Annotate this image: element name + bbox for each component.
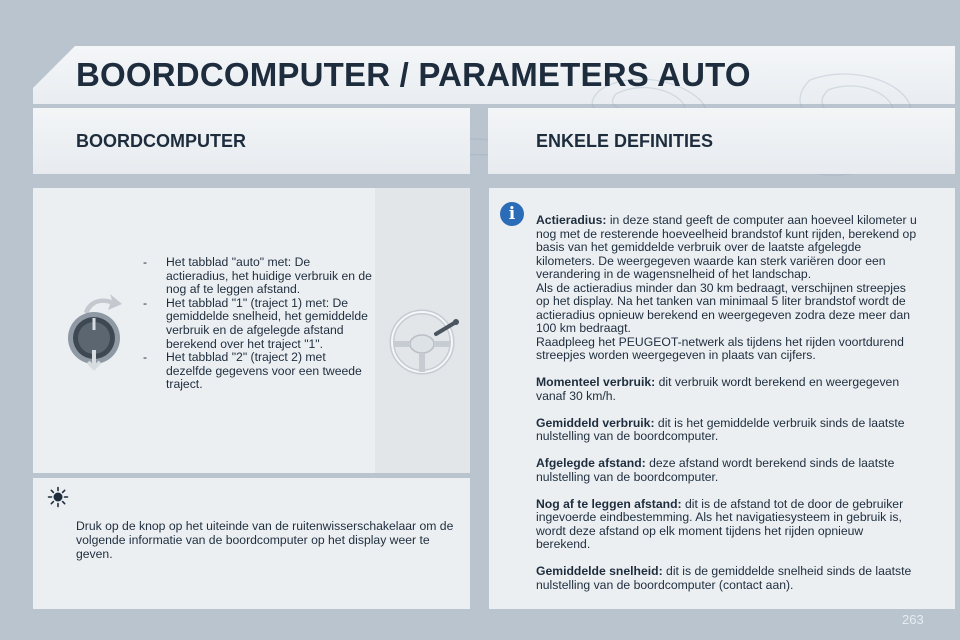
definition-term: Momenteel verbruik: xyxy=(536,375,656,389)
definition-term: Gemiddeld verbruik: xyxy=(536,415,655,430)
definition-gemiddelde-snelheid xyxy=(536,565,920,592)
page-title: BOORDCOMPUTER / PARAMETERS AUTO xyxy=(76,56,751,93)
definition-gemiddeld-verbruik xyxy=(536,417,920,444)
definitions-list xyxy=(536,214,920,606)
definition-text: dit is de gemiddelde snelheid sinds de laatste nulstelling van de boordcomputer (contact aan). xyxy=(536,564,912,592)
definition-term: Afgelegde afstand: xyxy=(536,456,646,470)
definition-text: dit is het gemiddelde verbruik sinds de laatste nulstelling van de boordcomputer. xyxy=(536,415,905,443)
steering-wheel-icon xyxy=(386,300,462,380)
definition-text: dit is de afstand tot de door de gebruiker ingevoerde eindbestemming. Als het navigatiesysteem in gebruik is, wordt deze afstand op elk moment tijdens het rijden opnieuw berekend. xyxy=(536,496,904,551)
definition-momenteel-verbruik xyxy=(536,376,920,403)
list-item: - Het tabblad "2" (traject 2) met dezelfde gegevens voor een tweede traject. xyxy=(140,351,375,392)
definition-term: Nog af te leggen afstand: xyxy=(536,496,682,511)
definition-term: Gemiddelde snelheid: xyxy=(536,564,663,578)
tip-text: Druk op de knop op het uiteinde van de ruitenwisserschakelaar om de volgende informatie van de boordcomputer op het display weer te geven. xyxy=(76,519,454,561)
list-item: - Het tabblad "1" (traject 1) met: De gemiddelde snelheid, het gemiddelde verbruik en de afgelegde afstand berekend over het traject "1". xyxy=(140,297,375,351)
definition-text: deze afstand wordt berekend sinds de laatste nulstelling van de boordcomputer. xyxy=(536,456,895,484)
right-heading: ENKELE DEFINITIES xyxy=(536,131,714,151)
sun-icon xyxy=(47,486,69,508)
definition-term: Actieradius: xyxy=(536,213,607,227)
definition-text: Raadpleeg het PEUGEOT-netwerk als tijdens het rijden voortdurend streepjes worden weergegeven in plaats van cijfers. xyxy=(536,334,904,362)
rotary-knob-icon xyxy=(62,288,130,372)
definition-text: dit verbruik wordt berekend en weergegeven vanaf 30 km/h. xyxy=(536,375,900,403)
definition-actieradius xyxy=(536,214,920,363)
page-number: 263 xyxy=(902,612,924,627)
tab-list xyxy=(140,256,375,392)
info-icon: i xyxy=(500,202,524,226)
definition-afgelegde-afstand xyxy=(536,457,920,484)
definition-nog-af-te-leggen-afstand xyxy=(536,498,920,552)
definition-text: Als de actieradius minder dan 30 km bedraagt, verschijnen streepjes op het display. Na het tanken van minimaal 5 liter brandstof wordt de actieradius opnieuw berekend en weergegeven zodra deze meer dan 100 km bedraagt. xyxy=(536,280,910,335)
left-heading: BOORDCOMPUTER xyxy=(76,131,246,151)
definition-text: in deze stand geeft de computer aan hoeveel kilometer u nog met de resterende hoeveelheid brandstof kunt rijden, berekend op basis van het gemiddelde verbruik over de laatste afgelegde kilometers. De weergegeven waarde kan sterk variëren door een verandering in de wagensnelheid of het landschap. xyxy=(536,213,917,281)
list-item: - Het tabblad "auto" met: De actieradius, het huidige verbruik en de nog af te leggen afstand. xyxy=(140,256,375,297)
